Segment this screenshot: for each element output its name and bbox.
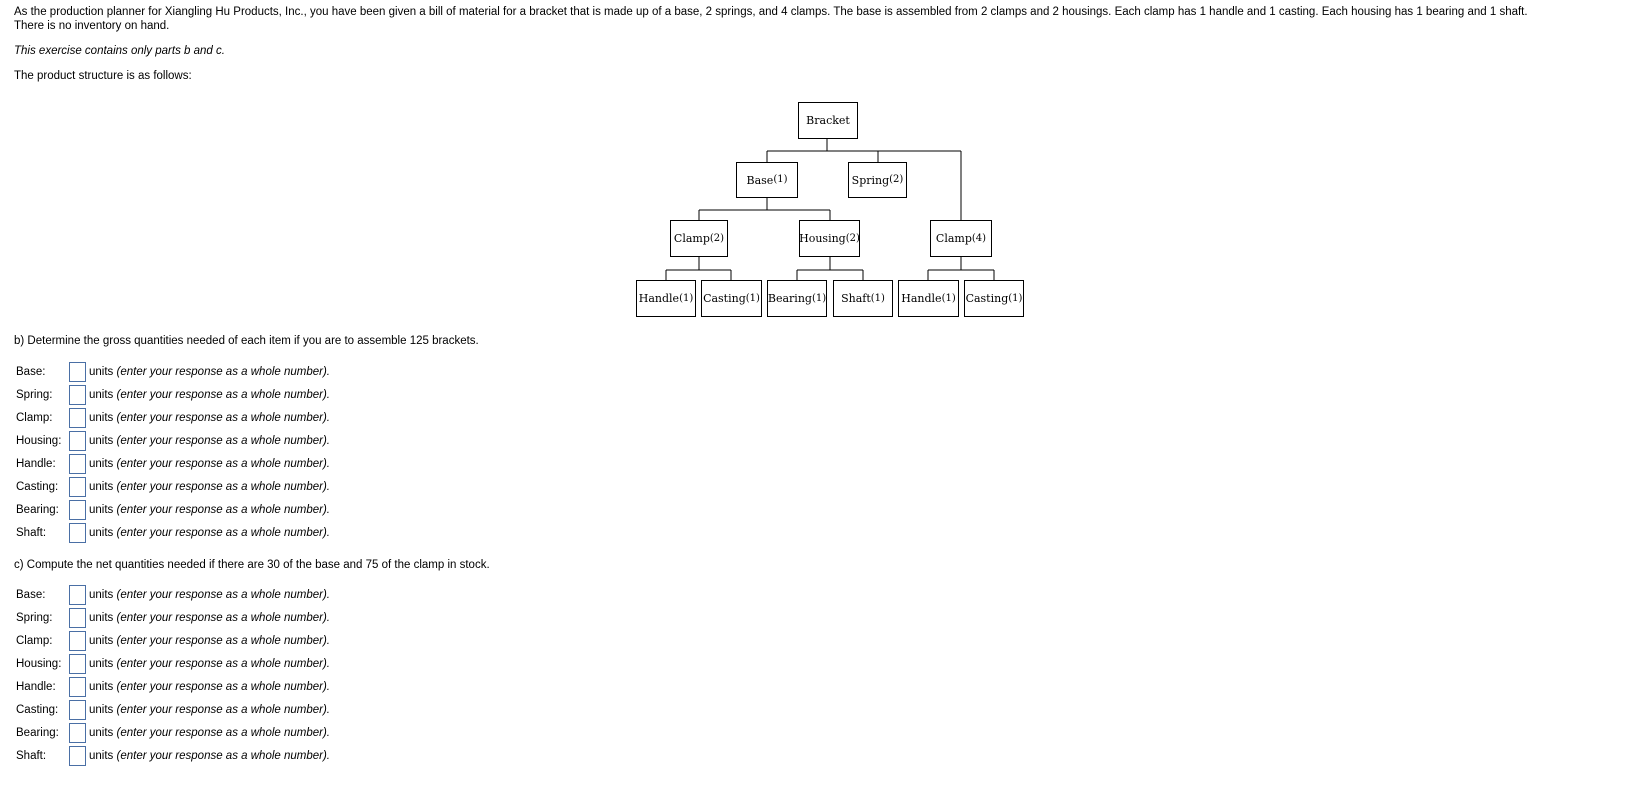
tree-node-label: Handle bbox=[638, 292, 680, 305]
units-label: units bbox=[89, 527, 114, 539]
response-hint: (enter your response as a whole number). bbox=[116, 612, 330, 624]
tree-node-spring: Spring (2) bbox=[848, 162, 907, 198]
structure-label: The product structure is as follows: bbox=[14, 70, 192, 82]
row-label: Shaft: bbox=[16, 527, 47, 539]
part-b-row-bearing bbox=[16, 500, 330, 520]
exercise-note: This exercise contains only parts b and c. bbox=[14, 45, 225, 57]
units-label: units bbox=[89, 704, 114, 716]
problem-statement: As the production planner for Xiangling Hu Products, Inc., you have been given a bill of material for a bracket that is made up of a base, 2 springs, and 4 clamps. The base is assembled from 2 clamps and 2 housings. Each clamp has 1 handle and 1 casting. Each housing has 1 bearing and 1 shaft. bbox=[14, 6, 1528, 18]
part-b-row-housing bbox=[16, 431, 330, 451]
tree-node-label: Shaft bbox=[841, 292, 871, 305]
part-b-question: b) Determine the gross quantities needed of each item if you are to assemble 125 brackets. bbox=[14, 335, 479, 347]
response-hint: (enter your response as a whole number). bbox=[116, 412, 330, 424]
tree-node-label: Casting bbox=[703, 292, 746, 305]
row-label: Spring: bbox=[16, 612, 53, 624]
part-b-housing-input[interactable] bbox=[69, 431, 86, 451]
part-b-clamp-input[interactable] bbox=[69, 408, 86, 428]
row-label: Clamp: bbox=[16, 412, 53, 424]
response-hint: (enter your response as a whole number). bbox=[116, 589, 330, 601]
part-c-casting-input[interactable] bbox=[69, 700, 86, 720]
response-hint: (enter your response as a whole number). bbox=[116, 504, 330, 516]
response-hint: (enter your response as a whole number). bbox=[116, 458, 330, 470]
part-b-bearing-input[interactable] bbox=[69, 500, 86, 520]
tree-node-handle-1: Handle (1) bbox=[636, 280, 696, 317]
tree-node-label: Spring bbox=[851, 173, 890, 187]
units-label: units bbox=[89, 589, 114, 601]
response-hint: (enter your response as a whole number). bbox=[116, 527, 330, 539]
units-label: units bbox=[89, 750, 114, 762]
row-label: Spring: bbox=[16, 389, 53, 401]
part-c-shaft-input[interactable] bbox=[69, 746, 86, 766]
part-b-spring-input[interactable] bbox=[69, 385, 86, 405]
units-label: units bbox=[89, 727, 114, 739]
tree-node-handle-2: Handle (1) bbox=[898, 280, 959, 317]
tree-node-label: Casting bbox=[965, 292, 1009, 305]
units-label: units bbox=[89, 504, 114, 516]
row-label: Clamp: bbox=[16, 635, 53, 647]
part-c-row-base bbox=[16, 585, 330, 605]
tree-node-housing: Housing (2) bbox=[799, 220, 860, 257]
units-label: units bbox=[89, 681, 114, 693]
units-label: units bbox=[89, 481, 114, 493]
part-c-row-bearing bbox=[16, 723, 330, 743]
part-c-row-casting bbox=[16, 700, 330, 720]
part-c-handle-input[interactable] bbox=[69, 677, 86, 697]
tree-node-label: Handle bbox=[901, 292, 942, 305]
part-b-row-spring bbox=[16, 385, 330, 405]
tree-node-label: Base bbox=[746, 173, 774, 187]
units-label: units bbox=[89, 389, 114, 401]
units-label: units bbox=[89, 412, 114, 424]
tree-node-label: Bracket bbox=[806, 114, 850, 127]
response-hint: (enter your response as a whole number). bbox=[116, 366, 330, 378]
part-c-row-handle bbox=[16, 677, 330, 697]
part-b-handle-input[interactable] bbox=[69, 454, 86, 474]
tree-node-casting-1: Casting (1) bbox=[701, 280, 762, 317]
part-c-row-housing bbox=[16, 654, 330, 674]
response-hint: (enter your response as a whole number). bbox=[116, 481, 330, 493]
part-c-clamp-input[interactable] bbox=[69, 631, 86, 651]
row-label: Housing: bbox=[16, 435, 62, 447]
row-label: Handle: bbox=[16, 681, 56, 693]
tree-node-label: Housing bbox=[799, 232, 846, 245]
response-hint: (enter your response as a whole number). bbox=[116, 750, 330, 762]
units-label: units bbox=[89, 435, 114, 447]
row-label: Base: bbox=[16, 589, 46, 601]
response-hint: (enter your response as a whole number). bbox=[116, 681, 330, 693]
row-label: Base: bbox=[16, 366, 46, 378]
part-b-row-shaft bbox=[16, 523, 330, 543]
part-b-row-handle bbox=[16, 454, 330, 474]
row-label: Casting: bbox=[16, 704, 59, 716]
part-b-casting-input[interactable] bbox=[69, 477, 86, 497]
part-b-row-clamp bbox=[16, 408, 330, 428]
part-c-row-spring bbox=[16, 608, 330, 628]
part-c-base-input[interactable] bbox=[69, 585, 86, 605]
row-label: Housing: bbox=[16, 658, 62, 670]
row-label: Casting: bbox=[16, 481, 59, 493]
product-structure-tree bbox=[0, 0, 1644, 330]
part-b-shaft-input[interactable] bbox=[69, 523, 86, 543]
response-hint: (enter your response as a whole number). bbox=[116, 658, 330, 670]
row-label: Bearing: bbox=[16, 504, 59, 516]
part-c-bearing-input[interactable] bbox=[69, 723, 86, 743]
row-label: Handle: bbox=[16, 458, 56, 470]
part-b-row-base bbox=[16, 362, 330, 382]
tree-node-label: Bearing bbox=[767, 292, 812, 305]
tree-node-shaft: Shaft (1) bbox=[833, 280, 893, 317]
units-label: units bbox=[89, 658, 114, 670]
tree-node-clamp-bracket: Clamp (4) bbox=[930, 220, 992, 257]
part-c-row-shaft bbox=[16, 746, 330, 766]
units-label: units bbox=[89, 635, 114, 647]
tree-node-bearing: Bearing (1) bbox=[767, 280, 827, 317]
response-hint: (enter your response as a whole number). bbox=[116, 435, 330, 447]
response-hint: (enter your response as a whole number). bbox=[116, 727, 330, 739]
tree-node-clamp-base: Clamp (2) bbox=[670, 220, 728, 257]
response-hint: (enter your response as a whole number). bbox=[116, 389, 330, 401]
part-c-row-clamp bbox=[16, 631, 330, 651]
response-hint: (enter your response as a whole number). bbox=[116, 635, 330, 647]
part-c-housing-input[interactable] bbox=[69, 654, 86, 674]
part-b-row-casting bbox=[16, 477, 330, 497]
units-label: units bbox=[89, 612, 114, 624]
part-b-base-input[interactable] bbox=[69, 362, 86, 382]
tree-node-casting-2: Casting (1) bbox=[964, 280, 1024, 317]
units-label: units bbox=[89, 458, 114, 470]
part-c-question: c) Compute the net quantities needed if there are 30 of the base and 75 of the clamp in stock. bbox=[14, 559, 490, 571]
tree-node-bracket bbox=[798, 102, 858, 139]
row-label: Bearing: bbox=[16, 727, 59, 739]
tree-node-label: Clamp bbox=[935, 232, 972, 245]
tree-node-base: Base (1) bbox=[736, 162, 798, 198]
part-c-spring-input[interactable] bbox=[69, 608, 86, 628]
units-label: units bbox=[89, 366, 114, 378]
inventory-statement: There is no inventory on hand. bbox=[14, 20, 170, 32]
row-label: Shaft: bbox=[16, 750, 47, 762]
response-hint: (enter your response as a whole number). bbox=[116, 704, 330, 716]
tree-node-label: Clamp bbox=[673, 232, 710, 245]
